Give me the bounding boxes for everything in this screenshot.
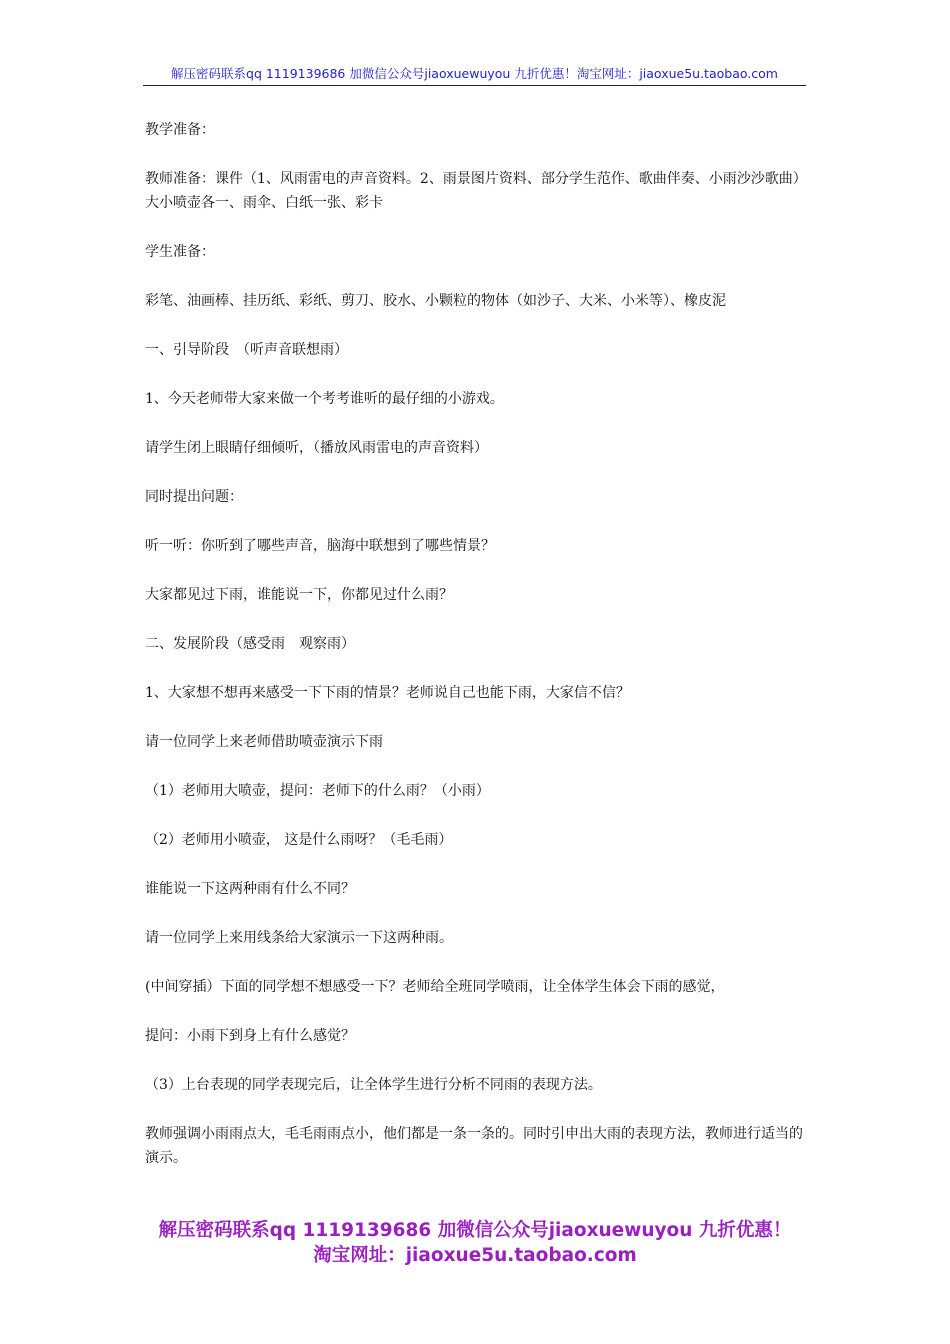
paragraph-teaching-prep-heading: 教学准备： (145, 122, 215, 138)
footer-shop-line: 淘宝网址：jiaoxue5u.taobao.com (313, 1245, 637, 1266)
paragraph-teacher-prep: 教师准备：课件（1、风雨雷电的声音资料。2、雨景图片资料、部分学生范作、歌曲伴奏、小雨沙沙歌曲）大小喷壶各一、雨伞、白纸一张、彩卡 (145, 171, 807, 211)
page-header (143, 64, 806, 86)
paragraph-line-demo: 请一位同学上来用线条给大家演示一下这两种雨。 (145, 930, 453, 946)
paragraph-questions-heading: 同时提出问题： (145, 489, 243, 505)
paragraph-feel-rain: 1、大家想不想再来感受一下下雨的情景？老师说自己也能下雨，大家信不信？ (145, 685, 630, 701)
paragraph-question-rain: 大家都见过下雨，谁能说一下，你都见过什么雨？ (145, 587, 453, 603)
header-contact-text: 解压密码联系qq 1119139686 加微信公众号jiaoxuewuyou 九折优惠！淘宝网址：jiaoxue5u.taobao.com (171, 66, 778, 81)
paragraph-difference: 谁能说一下这两种雨有什么不同？ (145, 881, 355, 897)
paragraph-listen: 请学生闭上眼睛仔细倾听，（播放风雨雷电的声音资料） (145, 440, 488, 456)
section-heading-guide: 一、引导阶段 （听声音联想雨） (145, 342, 348, 358)
paragraph-class-spray: (中间穿插）下面的同学想不想感受一下？老师给全班同学喷雨，让全体学生体会下雨的感觉， (145, 979, 725, 995)
paragraph-small-spray: （2）老师用小喷壶， 这是什么雨呀？（毛毛雨） (145, 832, 453, 848)
paragraph-feeling-question: 提问：小雨下到身上有什么感觉？ (145, 1028, 355, 1044)
paragraph-demo-spray: 请一位同学上来老师借助喷壶演示下雨 (145, 734, 383, 750)
paragraph-emphasis: 教师强调小雨雨点大，毛毛雨雨点小，他们都是一条一条的。同时引申出大雨的表现方法，教师进行适当的演示。 (145, 1126, 803, 1166)
paragraph-step-1: 1、今天老师带大家来做一个考考谁听的最仔细的小游戏。 (145, 391, 504, 407)
section-heading-develop: 二、发展阶段（感受雨 观察雨） (145, 636, 355, 652)
paragraph-student-prep-heading: 学生准备： (145, 244, 215, 260)
document-body (145, 118, 810, 1195)
paragraph-student-materials: 彩笔、油画棒、挂历纸、彩纸、剪刀、胶水、小颗粒的物体（如沙子、大米、小米等）、橡皮泥 (145, 293, 726, 309)
paragraph-analysis: （3）上台表现的同学表现完后，让全体学生进行分析不同雨的表现方法。 (145, 1077, 602, 1093)
footer-contact-line: 解压密码联系qq 1119139686 加微信公众号jiaoxuewuyou 九折优惠！ (158, 1220, 792, 1241)
page-footer (0, 1218, 950, 1268)
paragraph-big-spray: （1）老师用大喷壶，提问：老师下的什么雨？（小雨） (145, 783, 490, 799)
paragraph-question-listen: 听一听：你听到了哪些声音，脑海中联想到了哪些情景？ (145, 538, 495, 554)
